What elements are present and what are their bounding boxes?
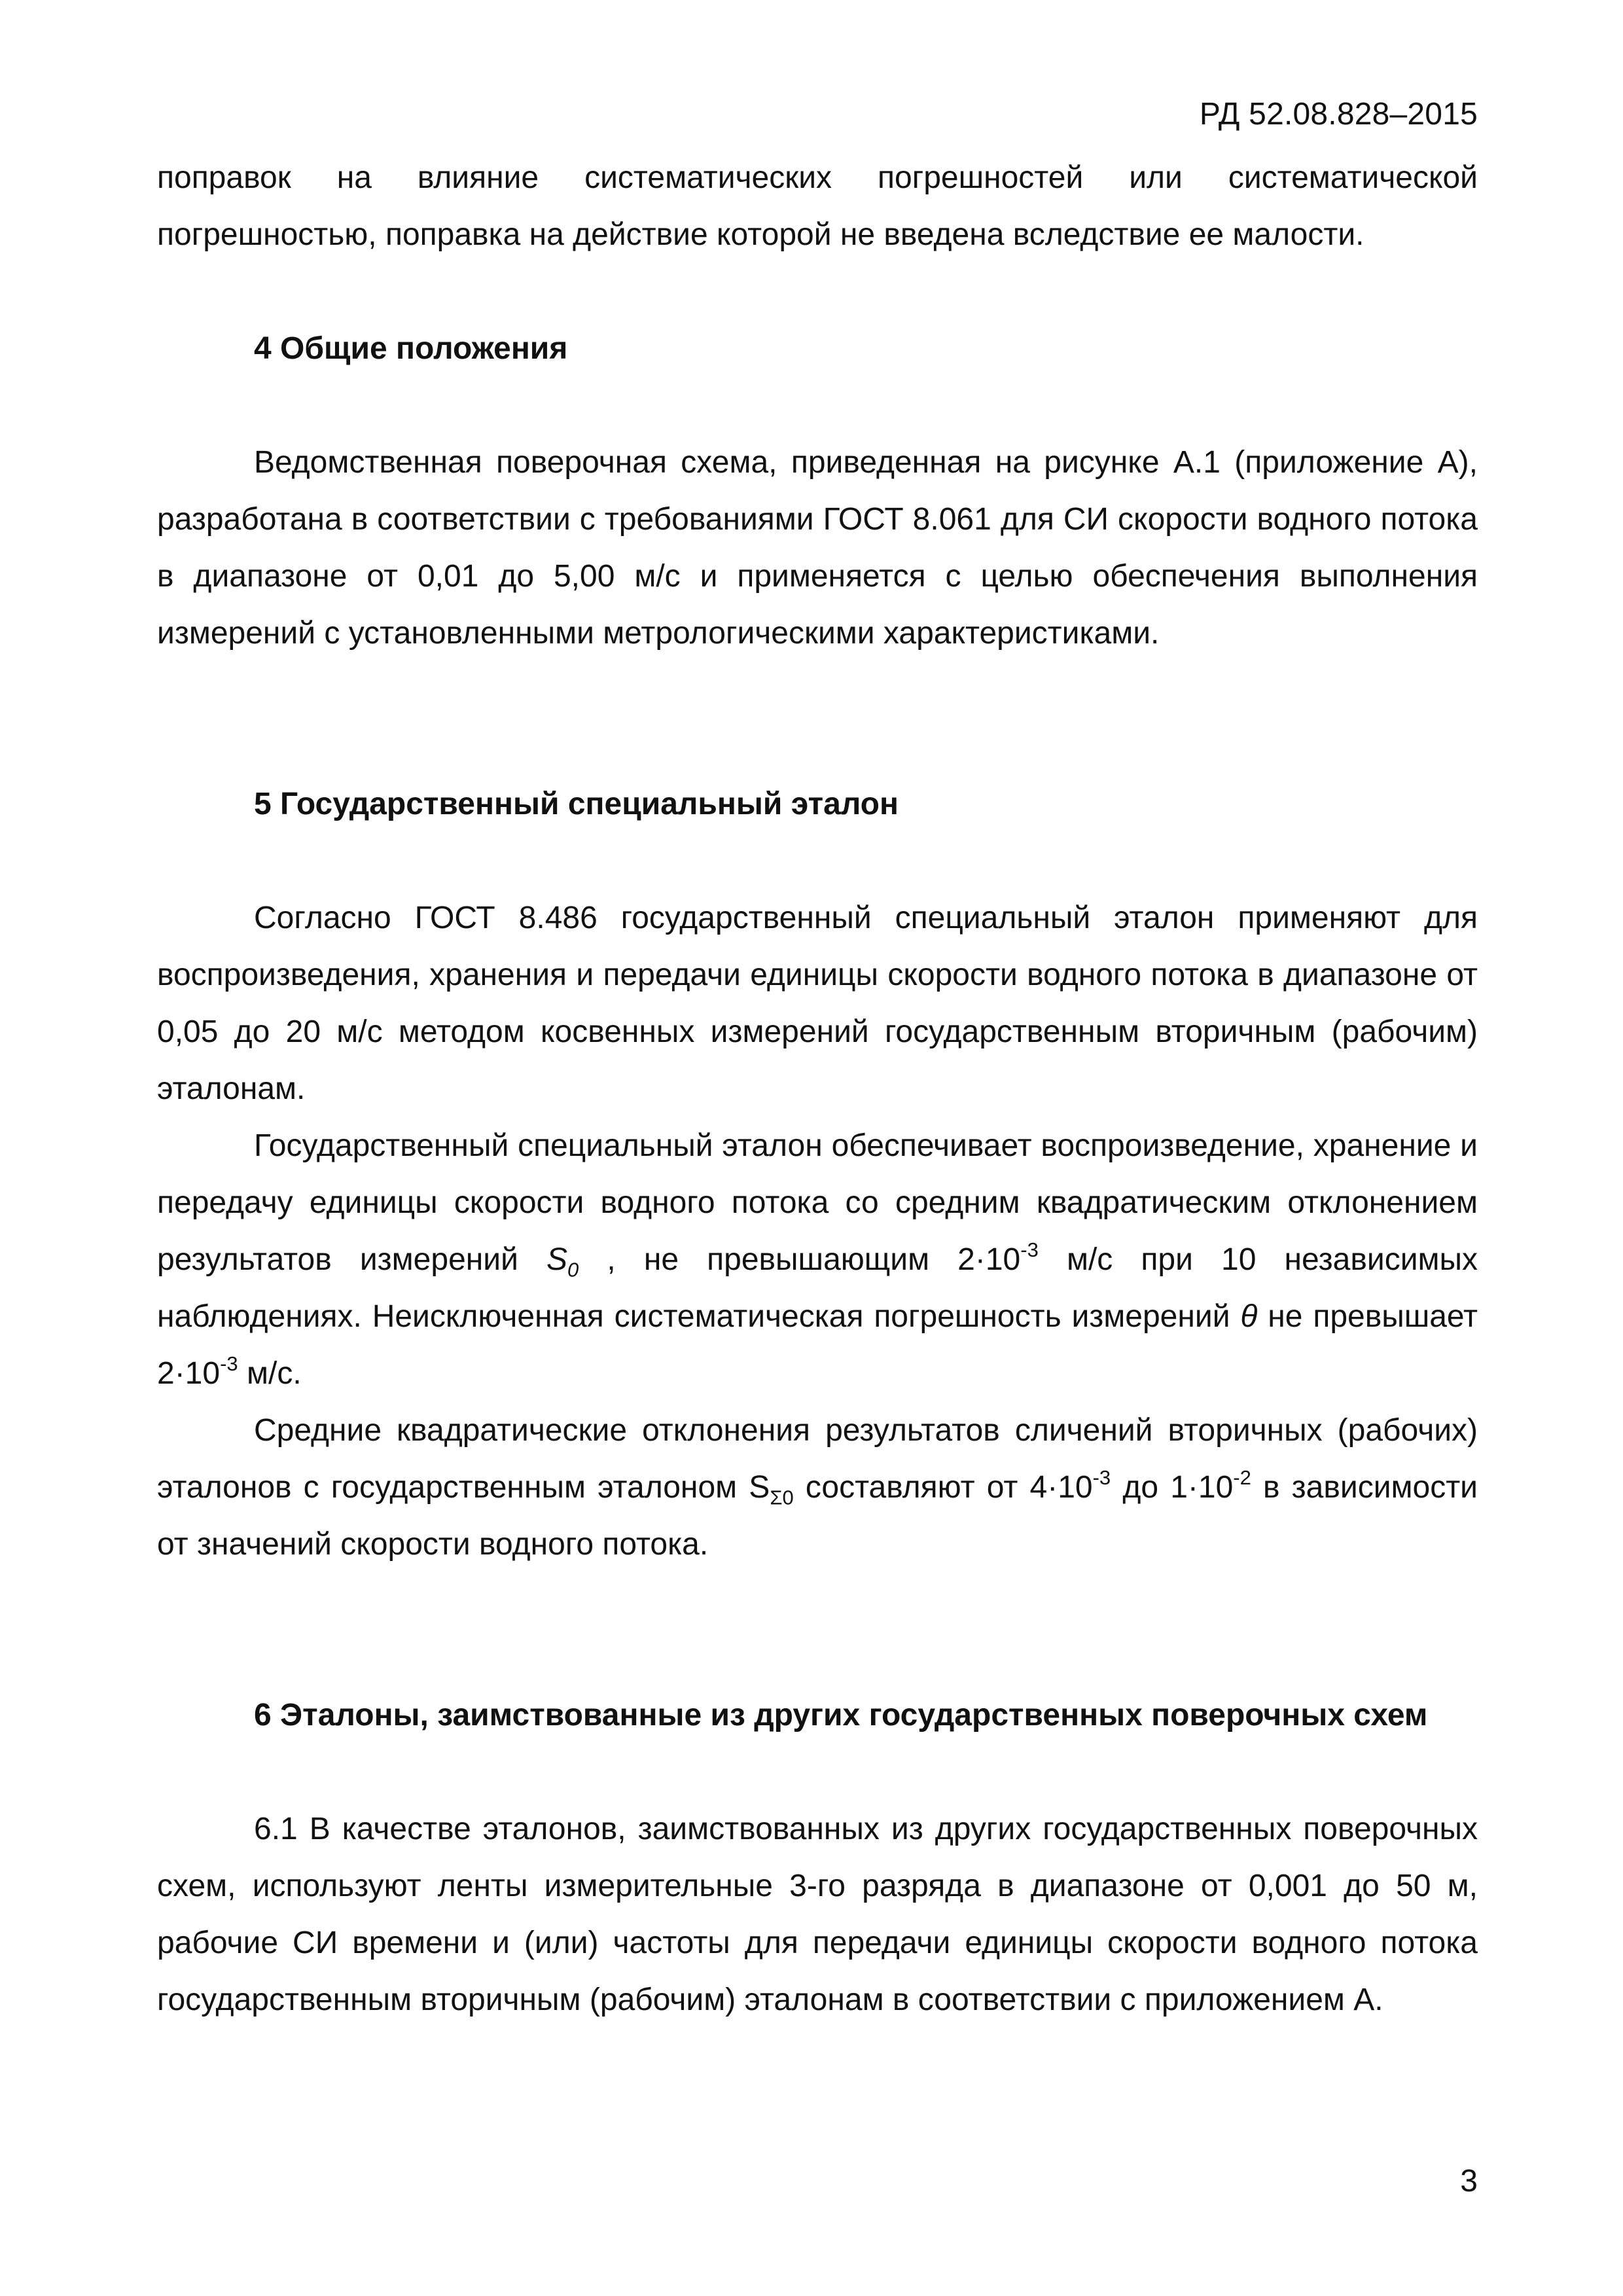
exponent: -3 (1092, 1466, 1111, 1489)
spacer (157, 1573, 1478, 1687)
paragraph-standard-accuracy (157, 1117, 1478, 1402)
text-fragment: м/с. (238, 1356, 302, 1391)
paragraph-standard-application: Согласно ГОСТ 8.486 государственный специальный эталон применяют для воспроизведения, хранения и передачи единицы скорости водного потока в диапазоне от 0,05 до 20 м/с методом косвенных измерений государственным вторичным (рабочим) эталонам. (157, 901, 1478, 1106)
text-fragment: в зависимости от значений скорости водного потока. (157, 1470, 1478, 1562)
paragraph-borrowed-standards: 6.1 В качестве эталонов, заимствованных из других государственных поверочных схем, используют ленты измерительные 3-го разряда в диапазоне от 0,001 до 50 м, рабочие СИ времени и (или) частоты для передачи единицы скорости водного потока государственным вторичным (рабочим) эталонам в соответствии с приложением А. (157, 1812, 1478, 2017)
symbol-theta: θ (1240, 1299, 1258, 1334)
spacer (157, 377, 1478, 434)
text-fragment: составляют от 4·10 (793, 1470, 1093, 1505)
symbol-s0: $S_0$ (546, 1242, 579, 1282)
subscript-sigma-zero: Σ0 (770, 1486, 794, 1509)
section-title-general-provisions: 4 Общие положения (254, 331, 568, 366)
paragraph-continuation: поправок на влияние систематических погрешностей или систематической погрешностью, поправка на действие которой не введена вследствие ее малости. (157, 160, 1478, 252)
spacer (157, 1744, 1478, 1801)
exponent: -3 (1020, 1238, 1039, 1261)
spacer (157, 263, 1478, 320)
spacer (157, 662, 1478, 776)
text-fragment: м/с при 10 независимых наблюдениях. Неисключенная систематическая погрешность измерений (157, 1242, 1478, 1334)
text-fragment: Средние квадратические отклонения результатов сличений вторичных (рабочих) эталонов с государственным эталоном S (157, 1413, 1478, 1505)
page-number: 3 (1460, 2164, 1478, 2198)
text-fragment: Государственный специальный эталон обеспечивает воспроизведение, хранение и передачу единицы скорости водного потока со средним квадратическим отклонением результатов измерений (157, 1128, 1478, 1277)
paragraph-comparison-deviation (157, 1402, 1478, 1573)
paragraph-general-provisions: Ведомственная поверочная схема, приведенная на рисунке А.1 (приложение А), разработана в соответствии с требованиями ГОСТ 8.061 для СИ скорости водного потока в диапазоне от 0,01 до 5,00 м/с и применяется с целью обеспечения выполнения измерений с установленными метрологическими характеристиками. (157, 445, 1478, 651)
exponent: -3 (220, 1352, 238, 1375)
text-fragment: до 1·10 (1111, 1470, 1234, 1505)
exponent: -2 (1233, 1466, 1251, 1489)
section-title-borrowed-standards: 6 Эталоны, заимствованные из других государственных поверочных схем (254, 1698, 1428, 1732)
document-code: РД 52.08.828–2015 (1199, 97, 1478, 132)
section-title-state-special-standard: 5 Государственный специальный эталон (254, 787, 899, 821)
document-content (157, 149, 1478, 2028)
spacer (157, 833, 1478, 889)
text-fragment: не превышает 2·10 (157, 1299, 1478, 1391)
text-fragment: , не превышающим 2·10 (579, 1242, 1021, 1277)
